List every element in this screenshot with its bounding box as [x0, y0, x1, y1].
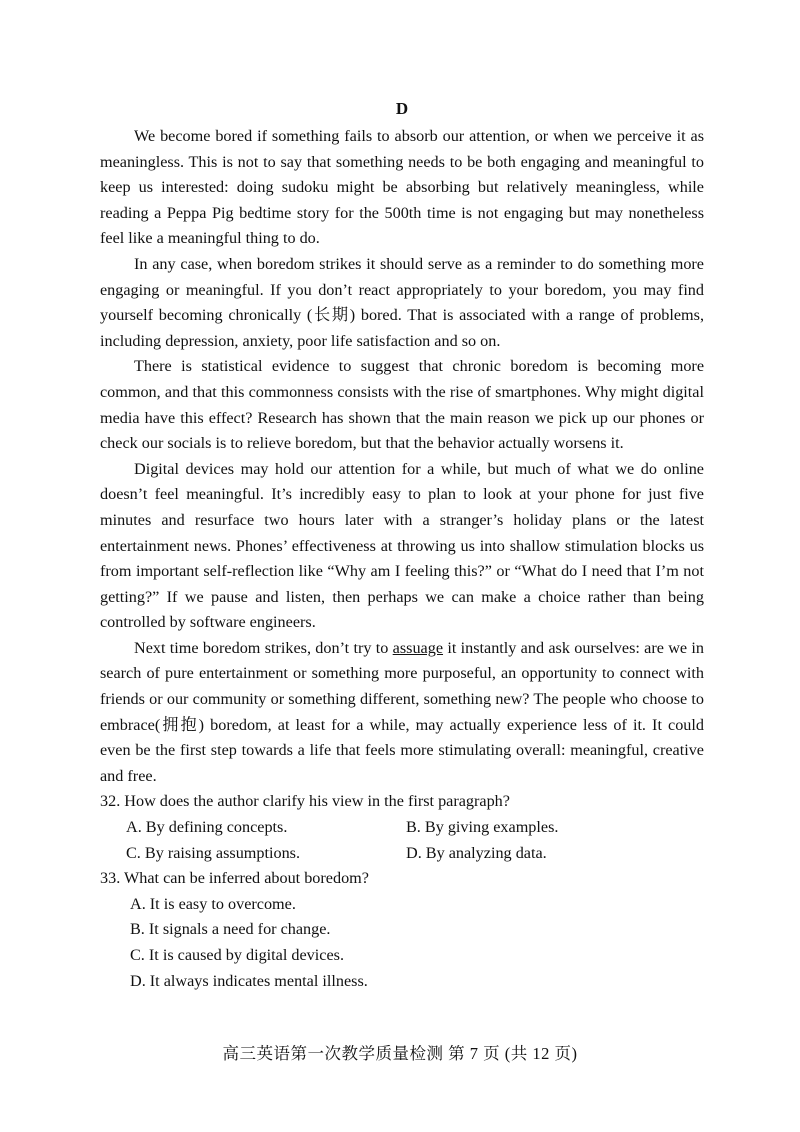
question-33 [100, 866, 704, 994]
question-stem: 33. What can be inferred about boredom? [100, 869, 369, 888]
passage-paragraph-1: We become bored if something fails to absorb our attention, or when we perceive it as meaningless. This is not to say that something needs to be both engaging and meaningful to keep us interested: doing sudoku might be absorbing but relatively meaningless, while reading a Peppa Pig bedtime story for the 500th time is not engaging but may nonetheless feel like a meaningful thing to do. [100, 127, 704, 248]
question-list [100, 789, 704, 994]
question-32 [100, 789, 704, 866]
option-d: D. It always indicates mental illness. [130, 971, 368, 990]
option-grid [100, 815, 704, 866]
option-d: D. By analyzing data. [406, 843, 547, 862]
option-c: C. By raising assumptions. [126, 843, 301, 862]
exam-page [100, 96, 704, 994]
paragraph-5-lead: Next time boredom strikes, don’t try to [134, 638, 393, 657]
option-c: C. It is caused by digital devices. [130, 946, 344, 964]
underlined-word: assuage [392, 638, 444, 657]
passage-paragraph-2: In any case, when boredom strikes it should serve as a reminder to do something more engaging or meaningful. If you don’t react appropriately to your boredom, you may find yourself becoming chronically (长期) bored. That is associated with a range of problems, including depression, anxiety, poor life satisfaction and so on. [100, 254, 704, 350]
passage-paragraph-3: There is statistical evidence to suggest that chronic boredom is becoming more common, and that this commonness consists with the rise of smartphones. Why might digital media have this effect? Research has shown that the main reason we pick up our phones or check our socials is to relieve boredom, but that the behavior actually worsens it. [100, 357, 704, 453]
page-footer: 高三英语第一次教学质量检测 第 7 页 (共 12 页) [222, 1044, 578, 1063]
section-title: D [395, 99, 409, 118]
passage-paragraph-5 [100, 636, 704, 790]
paragraph-5-rest: it instantly and ask ourselves: are we in search of pure entertainment or something more purposeful, an opportunity to connect with friends or our community or something different, something new? The people who choose to embrace(拥抱) boredom, at least for a while, may actually experience less of it. It could even be the first step towards a life that feels more stimulating overall: meaningful, creative and free. [100, 638, 705, 785]
option-a: A. It is easy to overcome. [130, 894, 296, 913]
option-b: B. It signals a need for change. [130, 920, 331, 939]
option-list [100, 892, 704, 994]
passage-paragraph-4: Digital devices may hold our attention for a while, but much of what we do online doesn’t feel meaningful. It’s incredibly easy to plan to look at your phone for just five minutes and resurface two hours later with a stranger’s holiday plans or the latest entertainment news. Phones’ effectiveness at throwing us into shallow stimulation blocks us from important self-reflection like “Why am I feeling this?” or “What do I need that I’m not getting?” If we pause and listen, then perhaps we can make a choice rather than being controlled by software engineers. [100, 459, 704, 632]
question-stem: 32. How does the author clarify his view in the first paragraph? [100, 792, 510, 811]
option-b: B. By giving examples. [406, 818, 559, 837]
option-a: A. By defining concepts. [126, 818, 288, 837]
